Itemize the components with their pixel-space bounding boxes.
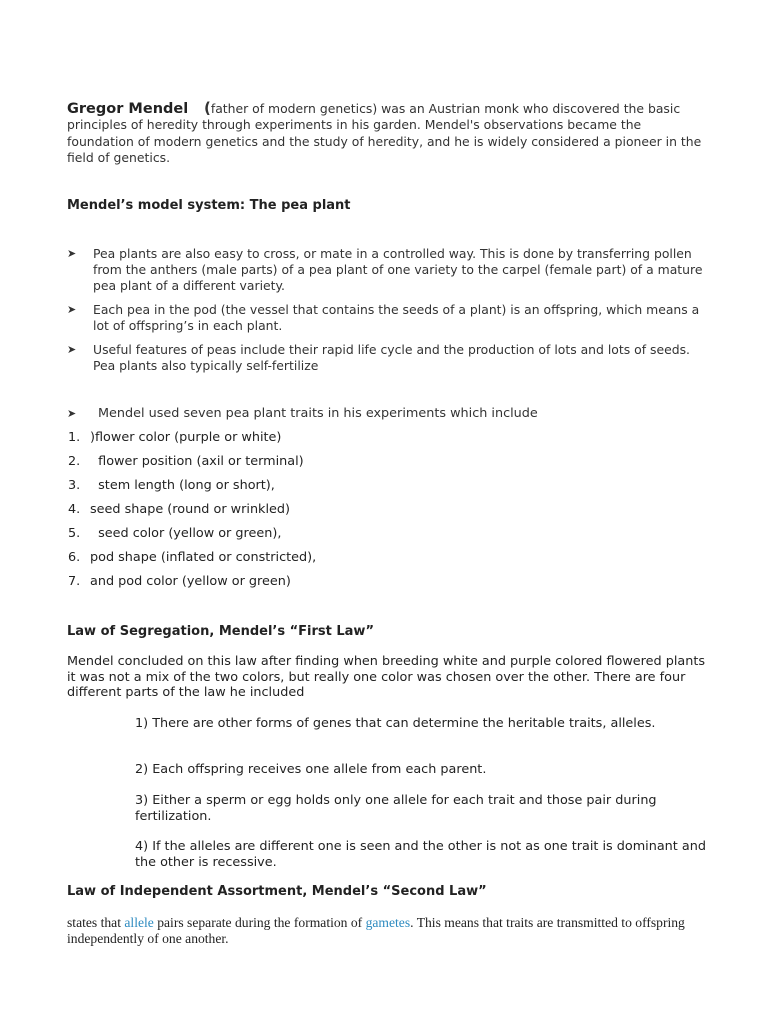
section-heading-model-system: Mendel’s model system: The pea plant	[67, 198, 351, 213]
law-point: 4) If the alleles are different one is seen and the other is not as one trait is dominant and the other is recessive.	[135, 839, 706, 870]
traits-intro: ➤ Mendel used seven pea plant traits in his experiments which include	[67, 406, 538, 421]
trait-item: 2. flower position (axil or terminal)	[68, 454, 304, 469]
intro-text: father of modern genetics) was an Austrian monk who discovered the basic principles of heredity through experiments in his garden. Mendel's observations became the foundation of modern genetics and the study of heredity, and he is widely considered a pioneer in the field of genetics.	[67, 101, 702, 166]
section-heading-independent: Law of Independent Assortment, Mendel’s “Second Law”	[67, 884, 487, 899]
arrow-bullet-icon: ➤	[67, 407, 77, 420]
bullet-item: ➤ Each pea in the pod (the vessel that contains the seeds of a plant) is an offspring, which means a lot of offspring’s in each plant.	[67, 302, 700, 333]
gametes-link[interactable]: gametes	[365, 915, 411, 930]
bullet-item: ➤ Pea plants are also easy to cross, or mate in a controlled way. This is done by transferring pollen from the anthers (male parts) of a pea plant of one variety to the carpel (female part) of a mature pea plant of a different variety.	[67, 246, 703, 293]
intro-paren: (	[203, 99, 211, 117]
trait-item: 5. seed color (yellow or green),	[68, 526, 282, 541]
independent-paragraph: states that allele pairs separate during the formation of gametes. This means that traits are transmitted to offspring independently of one another.	[67, 915, 685, 946]
trait-item: 3. stem length (long or short),	[68, 478, 275, 493]
allele-link[interactable]: allele	[124, 915, 154, 930]
law-point: 2) Each offspring receives one allele from each parent.	[135, 762, 487, 777]
intro-name: Gregor Mendel	[67, 101, 189, 117]
section-heading-segregation: Law of Segregation, Mendel’s “First Law”	[67, 624, 374, 639]
segregation-paragraph: Mendel concluded on this law after finding when breeding white and purple colored flowered plants it was not a mix of the two colors, but really one color was chosen over the other. There are four different parts of the law he included	[67, 654, 706, 701]
bullet-item: ➤ Useful features of peas include their rapid life cycle and the production of lots and lots of seeds. Pea plants also typically self-fertilize	[67, 342, 690, 373]
arrow-bullet-icon: ➤	[67, 303, 77, 316]
intro-paragraph	[67, 100, 707, 167]
trait-item: 7. and pod color (yellow or green)	[68, 574, 291, 589]
trait-item: 1. )flower color (purple or white)	[68, 430, 282, 445]
arrow-bullet-icon: ➤	[67, 247, 77, 260]
law-point: 3) Either a sperm or egg holds only one allele for each trait and those pair during fertilization.	[135, 793, 657, 824]
law-point: 1) There are other forms of genes that can determine the heritable traits, alleles.	[135, 716, 656, 731]
trait-item: 6. pod shape (inflated or constricted),	[68, 550, 317, 565]
trait-item: 4. seed shape (round or wrinkled)	[68, 502, 291, 517]
arrow-bullet-icon: ➤	[67, 343, 77, 356]
